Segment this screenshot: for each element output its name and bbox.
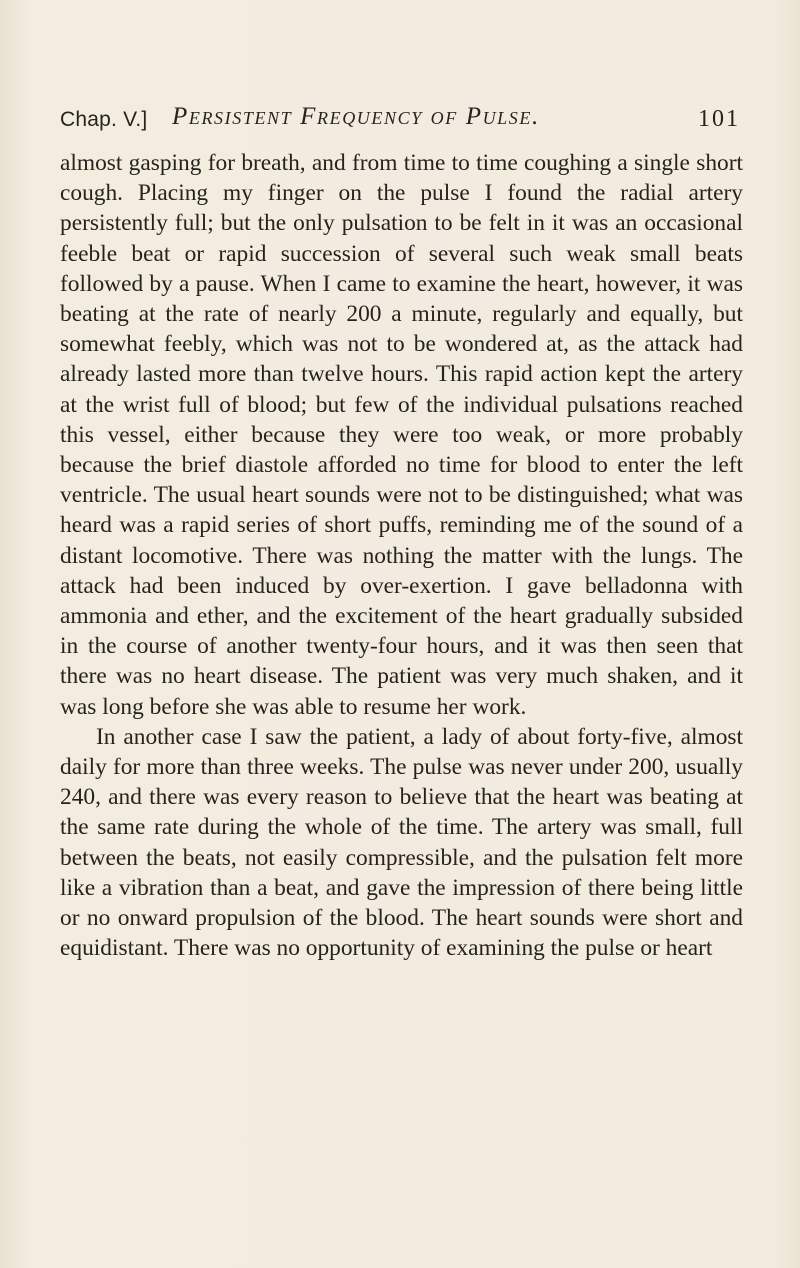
- paragraph-continued: almost gasping for breath, and from time to time coughing a single short cough. Placing my finger on the pulse I found the radial artery persistently full; but the only pulsation to be felt in it was an occasional feeble beat or rapid succession of several such weak small beats followed by a pause. When I came to examine the heart, however, it was beating at the rate of nearly 200 a minute, regularly and equally, but somewhat feebly, which was not to be wondered at, as the attack had already lasted more than twelve hours. This rapid action kept the artery at the wrist full of blood; but few of the individual pulsations reached this vessel, either because they were too weak, or more probably because the brief diastole afforded no time for blood to enter the left ventricle. The usual heart sounds were not to be distinguished; what was heard was a rapid series of short puffs, reminding me of the sound of a distant locomotive. There was nothing the matter with the lungs. The attack had been induced by over-exertion. I gave belladonna with ammonia and ether, and the excitement of the heart gradually subsided in the course of another twenty-four hours, and it was then seen that there was no heart disease. The patient was very much shaken, and it was long before she was able to resume her work.: [60, 150, 743, 720]
- running-title: Persistent Frequency of Pulse.: [172, 103, 540, 130]
- page-number: 101: [698, 106, 740, 132]
- chapter-label: Chap. V.]: [60, 108, 148, 131]
- paragraph-another-case: In another case I saw the patient, a lady of about forty-five, almost daily for more than three weeks. The pulse was never under 200, usually 240, and there was every reason to believe that the heart was beating at the same rate during the whole of the time. The artery was small, full between the beats, not easily compressible, and the pulsation felt more like a vibration than a beat, and gave the impression of there being little or no onward propulsion of the blood. The heart sounds were short and equidistant. There was no opportunity of examining the pulse or heart: [60, 723, 743, 962]
- running-header: [60, 103, 740, 137]
- body-text: [60, 148, 743, 963]
